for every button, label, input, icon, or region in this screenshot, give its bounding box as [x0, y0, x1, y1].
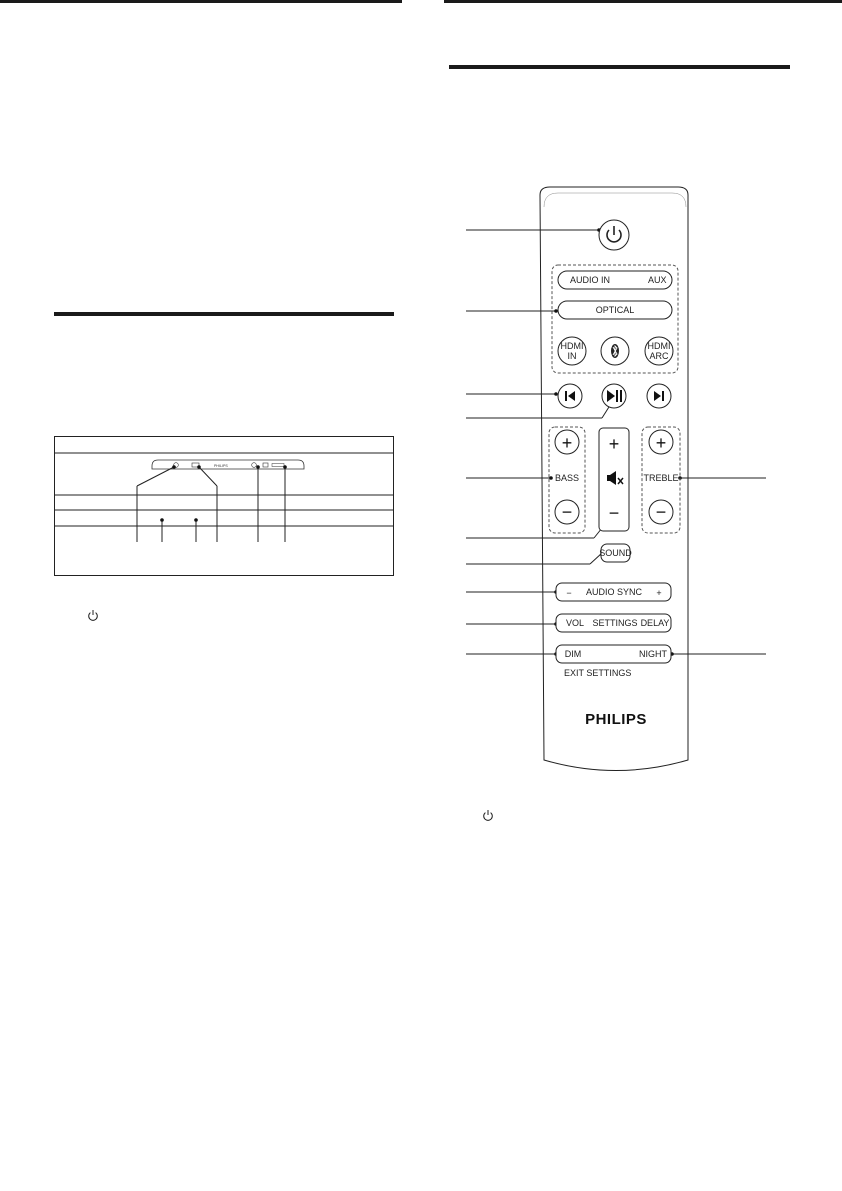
volume-up-button[interactable]	[609, 434, 620, 454]
hdmi-in-label-top: HDMI	[560, 341, 584, 351]
treble-minus-label: −	[655, 502, 667, 522]
aux-label: AUX	[648, 275, 667, 285]
dim-label: DIM	[564, 649, 582, 659]
remote-power-button[interactable]	[599, 220, 629, 250]
night-label: NIGHT	[639, 649, 667, 659]
delay-label: DELAY	[640, 618, 670, 628]
power-icon	[87, 609, 99, 621]
treble-plus-label: +	[655, 433, 667, 453]
previous-icon	[565, 391, 567, 401]
hdmi-arc-label-top: HDMI	[647, 341, 671, 351]
sound-label: SOUND	[599, 548, 632, 558]
section-rule-right	[449, 65, 790, 69]
audio-sync-plus: +	[656, 588, 662, 598]
audio-sync-minus: −	[566, 588, 572, 598]
bass-plus-label: +	[561, 433, 573, 453]
bluetooth-button[interactable]	[601, 337, 629, 365]
top-rule-left	[0, 0, 402, 3]
treble-up-button[interactable]	[649, 430, 673, 454]
vol-label: VOL	[565, 618, 585, 628]
next-button[interactable]	[647, 384, 671, 408]
treble-label: TREBLE	[643, 473, 679, 483]
audio-in-label: AUDIO IN	[570, 275, 611, 285]
top-rule-right	[444, 0, 842, 3]
volume-plus-label: +	[608, 434, 620, 454]
optical-label: OPTICAL	[595, 305, 635, 315]
audio-sync-label: AUDIO SYNC	[585, 587, 643, 597]
hdmi-arc-label-bottom: ARC	[649, 351, 669, 361]
remote-diagram	[466, 185, 766, 781]
bass-label: BASS	[554, 473, 580, 483]
mute-icon	[607, 475, 610, 481]
treble-down-button[interactable]	[649, 500, 673, 524]
bass-up-button[interactable]	[555, 430, 579, 454]
bass-minus-label: −	[561, 502, 573, 522]
power-icon	[482, 809, 494, 821]
soundbar-diagram	[54, 436, 394, 576]
volume-down-button[interactable]	[609, 503, 620, 523]
settings-label: SETTINGS	[592, 618, 638, 628]
soundbar-brand: PHILIPS	[214, 464, 228, 468]
play-pause-button[interactable]	[602, 384, 626, 408]
hdmi-in-label-bottom: IN	[567, 351, 577, 361]
section-rule-left	[54, 312, 394, 316]
previous-button[interactable]	[558, 384, 582, 408]
bass-down-button[interactable]	[555, 500, 579, 524]
volume-minus-label: −	[608, 503, 620, 523]
exit-settings-label: EXIT SETTINGS	[564, 668, 632, 678]
remote-brand: PHILIPS	[585, 711, 647, 728]
